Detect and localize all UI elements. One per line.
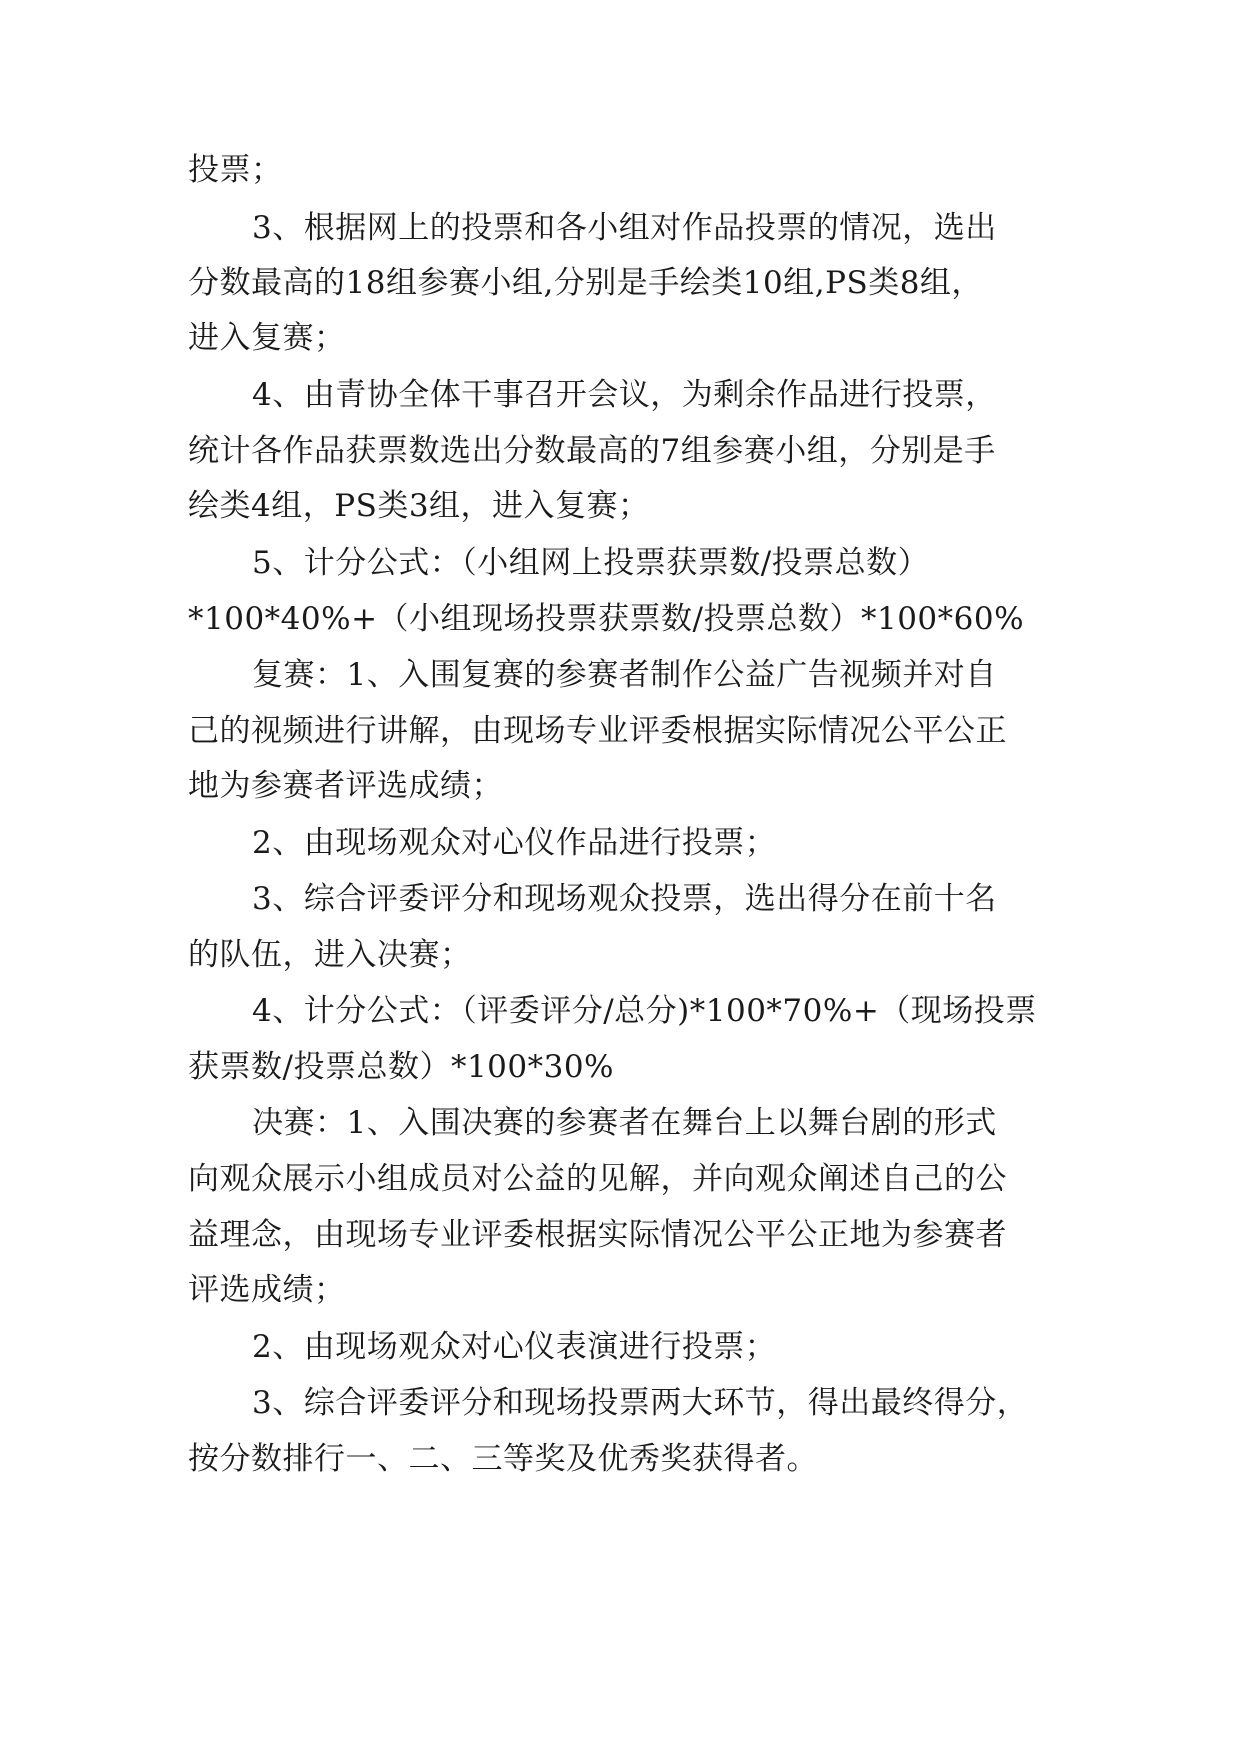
text-line-8: 5、计分公式：（小组网上投票获票数/投票总数） <box>252 545 930 581</box>
text-line-11: 己的视频进行讲解，由现场专业评委根据实际情况公平公正 <box>188 713 1007 749</box>
text-line-2: 3、根据网上的投票和各小组对作品投票的情况，选出 <box>252 210 997 246</box>
text-line-14: 3、综合评委评分和现场观众投票，选出得分在前十名 <box>252 881 997 917</box>
text-line-7: 绘类4组，PS类3组，进入复赛； <box>188 488 650 524</box>
text-line-21: 评选成绩； <box>188 1272 346 1308</box>
text-line-17: 获票数/投票总数）*100*30% <box>188 1049 615 1085</box>
text-line-1: 投票； <box>188 152 283 188</box>
text-line-24: 按分数排行一、二、三等奖及优秀奖获得者。 <box>188 1441 818 1477</box>
text-line-5: 4、由青协全体干事召开会议，为剩余作品进行投票， <box>252 377 997 413</box>
text-line-19: 向观众展示小组成员对公益的见解，并向观众阐述自己的公 <box>188 1161 1007 1197</box>
text-line-3: 分数最高的18组参赛小组,分别是手绘类10组,PS类8组， <box>188 265 983 301</box>
text-line-22: 2、由现场观众对心仪表演进行投票； <box>252 1329 777 1365</box>
text-line-4: 进入复赛； <box>188 320 346 356</box>
text-line-9: *100*40%+（小组现场投票获票数/投票总数）*100*60% <box>188 601 1025 637</box>
text-line-23: 3、综合评委评分和现场投票两大环节，得出最终得分， <box>252 1385 1029 1421</box>
text-line-16: 4、计分公式：（评委评分/总分)*100*70%+（现场投票 <box>252 993 1037 1029</box>
text-line-12: 地为参赛者评选成绩； <box>188 768 503 804</box>
text-line-20: 益理念，由现场专业评委根据实际情况公平公正地为参赛者 <box>188 1217 1007 1253</box>
text-line-13: 2、由现场观众对心仪作品进行投票； <box>252 825 777 861</box>
text-line-10: 复赛：1、入围复赛的参赛者制作公益广告视频并对自 <box>252 657 997 693</box>
text-line-18: 决赛：1、入围决赛的参赛者在舞台上以舞台剧的形式 <box>252 1105 997 1141</box>
text-line-15: 的队伍，进入决赛； <box>188 937 472 973</box>
text-line-6: 统计各作品获票数选出分数最高的7组参赛小组，分别是手 <box>188 433 996 469</box>
